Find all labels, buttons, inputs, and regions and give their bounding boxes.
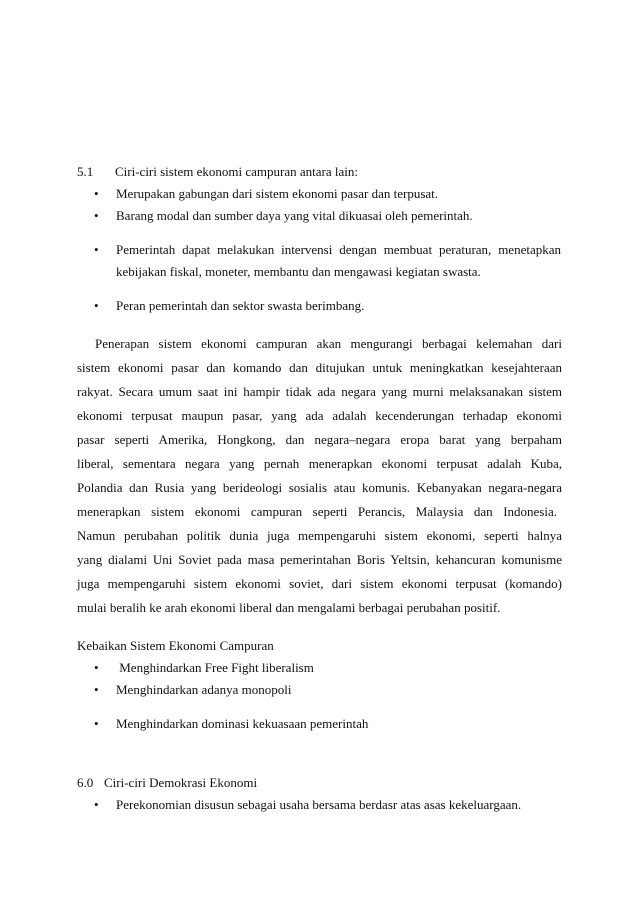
list-item-continuation: kebijakan fiskal, moneter, membantu dan mengawasi kegiatan swasta. xyxy=(116,264,481,279)
paragraph-line: menerapkan sistem ekonomi campuran seperti Perancis, Malaysia dan Indonesia. xyxy=(77,504,557,519)
section-heading-5-1: Ciri-ciri sistem ekonomi campuran antara lain: xyxy=(115,164,358,179)
list-item: Menghindarkan dominasi kekuasaan pemerintah xyxy=(116,716,369,731)
bullet-icon: • xyxy=(94,682,99,697)
list-item: Menghindarkan adanya monopoli xyxy=(116,682,292,697)
bullet-icon: • xyxy=(94,208,99,223)
kebaikan-heading: Kebaikan Sistem Ekonomi Campuran xyxy=(77,638,274,653)
paragraph-line: rakyat. Secara umum saat ini hampir tidak ada negara yang murni melaksanakan sistem xyxy=(77,384,562,399)
bullet-icon: • xyxy=(94,186,99,201)
paragraph-line: juga mempengaruhi sistem ekonomi soviet, dari sistem ekonomi terpusat (komando) xyxy=(77,576,562,591)
list-item: Merupakan gabungan dari sistem ekonomi pasar dan terpusat. xyxy=(116,186,439,201)
list-item: Perekonomian disusun sebagai usaha bersama berdasr atas asas kekeluargaan. xyxy=(116,797,522,812)
list-item: Pemerintah dapat melakukan intervensi dengan membuat peraturan, menetapkan xyxy=(116,242,561,257)
list-item: Menghindarkan Free Fight liberalism xyxy=(116,660,314,675)
bullet-icon: • xyxy=(94,298,99,313)
list-item: Barang modal dan sumber daya yang vital dikuasai oleh pemerintah. xyxy=(116,208,473,223)
bullet-icon: • xyxy=(94,242,99,257)
section-number-6-0: 6.0 xyxy=(77,775,94,790)
paragraph-line: Polandia dan Rusia yang berideologi sosialis atau komunis. Kebanyakan negara-negara xyxy=(77,480,562,495)
paragraph-line: liberal, sementara negara yang pernah menerapkan ekonomi terpusat adalah Kuba, xyxy=(77,456,562,471)
paragraph-line: ekonomi terpusat maupun pasar, yang ada adalah kecenderungan terhadap ekonomi xyxy=(77,408,562,423)
paragraph-line: yang dialami Uni Soviet pada masa pemerintahan Boris Yeltsin, kehancuran komunisme xyxy=(77,552,562,567)
paragraph-line: Penerapan sistem ekonomi campuran akan mengurangi berbagai kelemahan dari xyxy=(95,336,562,351)
bullet-icon: • xyxy=(94,797,99,812)
bullet-icon: • xyxy=(94,660,99,675)
section-heading-6-0: Ciri-ciri Demokrasi Ekonomi xyxy=(104,775,258,790)
paragraph-line: mulai beralih ke arah ekonomi liberal dan mengalami berbagai perubahan positif. xyxy=(77,600,501,615)
paragraph-line: pasar seperti Amerika, Hongkong, dan negara–negara eropa barat yang berpaham xyxy=(77,432,562,447)
paragraph-line: Namun perubahan politik dunia juga mempengaruhi sistem ekonomi, seperti halnya xyxy=(77,528,562,543)
list-item: Peran pemerintah dan sektor swasta berimbang. xyxy=(116,298,365,313)
section-number-5-1: 5.1 xyxy=(77,164,94,179)
paragraph-line: sistem ekonomi pasar dan komando dan ditujukan untuk meningkatkan kesejahteraan xyxy=(77,360,562,375)
bullet-icon: • xyxy=(94,716,99,731)
